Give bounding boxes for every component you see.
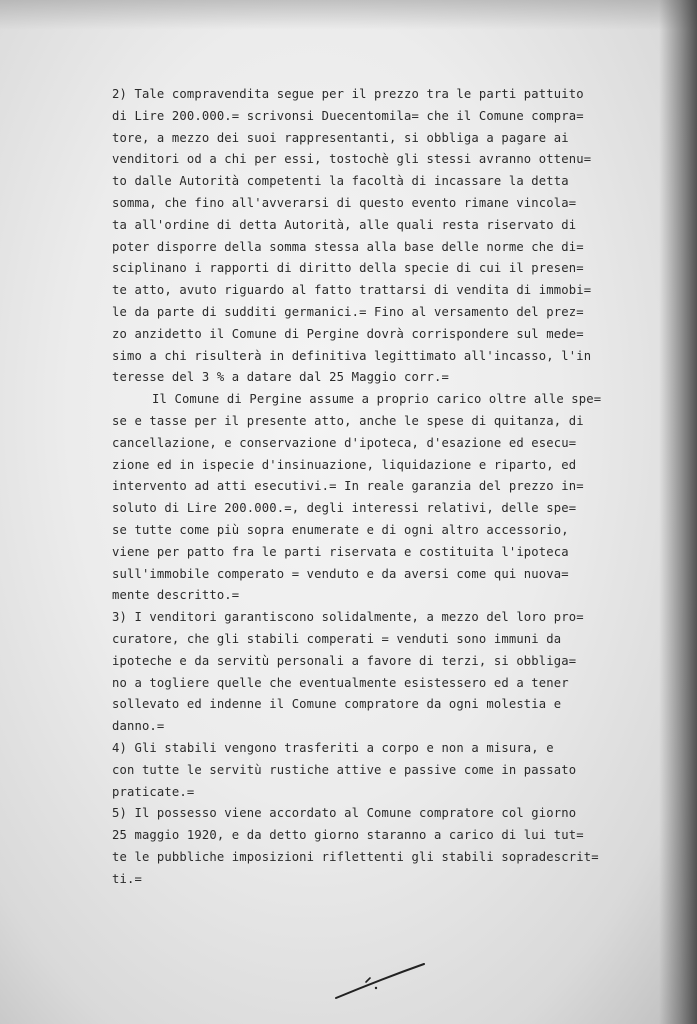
text-line: to dalle Autorità competenti la facoltà di incassare la detta: [112, 174, 569, 189]
scan-top-shadow: [0, 0, 697, 30]
text-line: se tutte come più sopra enumerate e di ogni altro accessorio,: [112, 522, 569, 537]
text-line: sull'immobile comperato = venduto e da aversi come qui nuova=: [112, 566, 569, 581]
text-line: 2) Tale compravendita segue per il prezzo tra le parti pattuito: [112, 87, 584, 101]
text-line: ipoteche e da servitù personali a favore di terzi, si obbliga=: [112, 653, 577, 668]
text-line: intervento ad atti esecutivi.= In reale garanzia del prezzo in=: [112, 479, 584, 494]
text-line: 3) I venditori garantiscono solidalmente, a mezzo del loro pro=: [112, 610, 584, 625]
text-line: no a togliere quelle che eventualmente esistessero ed a tener: [112, 675, 569, 690]
text-line: sollevato ed indenne il Comune compratore da ogni molestia e: [112, 697, 562, 712]
text-line: di Lire 200.000.= scrivonsi Duecentomila= che il Comune compra=: [112, 108, 584, 123]
text-line: con tutte le servitù rustiche attive e passive come in passato: [112, 762, 577, 777]
text-line: 25 maggio 1920, e da detto giorno staranno a carico di lui tut=: [112, 828, 584, 843]
text-line: te atto, avuto riguardo al fatto trattarsi di vendita di immobi=: [112, 283, 592, 298]
text-line: ti.=: [112, 871, 142, 886]
text-line: venditori od a chi per essi, tostochè gli stessi avranno ottenu=: [112, 152, 592, 167]
text-line: Il Comune di Pergine assume a proprio carico oltre alle spe=: [152, 392, 602, 407]
text-line: zo anzidetto il Comune di Pergine dovrà corrispondere sul mede=: [112, 326, 584, 341]
text-line: se e tasse per il presente atto, anche le spese di quitanza, di: [112, 413, 584, 428]
text-line: soluto di Lire 200.000.=, degli interessi relativi, delle spe=: [112, 501, 577, 516]
text-line: te le pubbliche imposizioni riflettenti gli stabili sopradescrit=: [112, 849, 599, 864]
text-line: somma, che fino all'avverarsi di questo evento rimane vincola=: [112, 195, 577, 210]
typewritten-text: [112, 84, 682, 890]
text-line: teresse del 3 % a datare dal 25 Maggio corr.=: [112, 370, 449, 385]
text-line: ta all'ordine di detta Autorità, alle quali resta riservato di: [112, 217, 577, 232]
text-line: poter disporre della somma stessa alla base delle norme che di=: [112, 239, 584, 254]
handwritten-signature-mark: [332, 958, 432, 1004]
text-line: praticate.=: [112, 784, 195, 799]
text-line: zione ed in ispecie d'insinuazione, liquidazione e riparto, ed: [112, 457, 577, 472]
text-line: cancellazione, e conservazione d'ipoteca, d'esazione ed esecu=: [112, 435, 577, 450]
text-line: tore, a mezzo dei suoi rappresentanti, si obbliga a pagare ai: [112, 130, 569, 145]
text-line: curatore, che gli stabili comperati = venduti sono immuni da: [112, 631, 562, 646]
text-line: le da parte di sudditi germanici.= Fino al versamento del prez=: [112, 304, 584, 319]
text-line: 4) Gli stabili vengono trasferiti a corpo e non a misura, e: [112, 740, 554, 755]
text-line: danno.=: [112, 719, 165, 734]
text-line: viene per patto fra le parti riservata e costituita l'ipoteca: [112, 544, 569, 559]
text-line: sciplinano i rapporti di diritto della specie di cui il presen=: [112, 261, 584, 276]
text-line: 5) Il possesso viene accordato al Comune compratore col giorno: [112, 806, 577, 821]
text-line: simo a chi risulterà in definitiva legittimato all'incasso, l'in: [112, 348, 592, 363]
text-line: mente descritto.=: [112, 588, 240, 603]
